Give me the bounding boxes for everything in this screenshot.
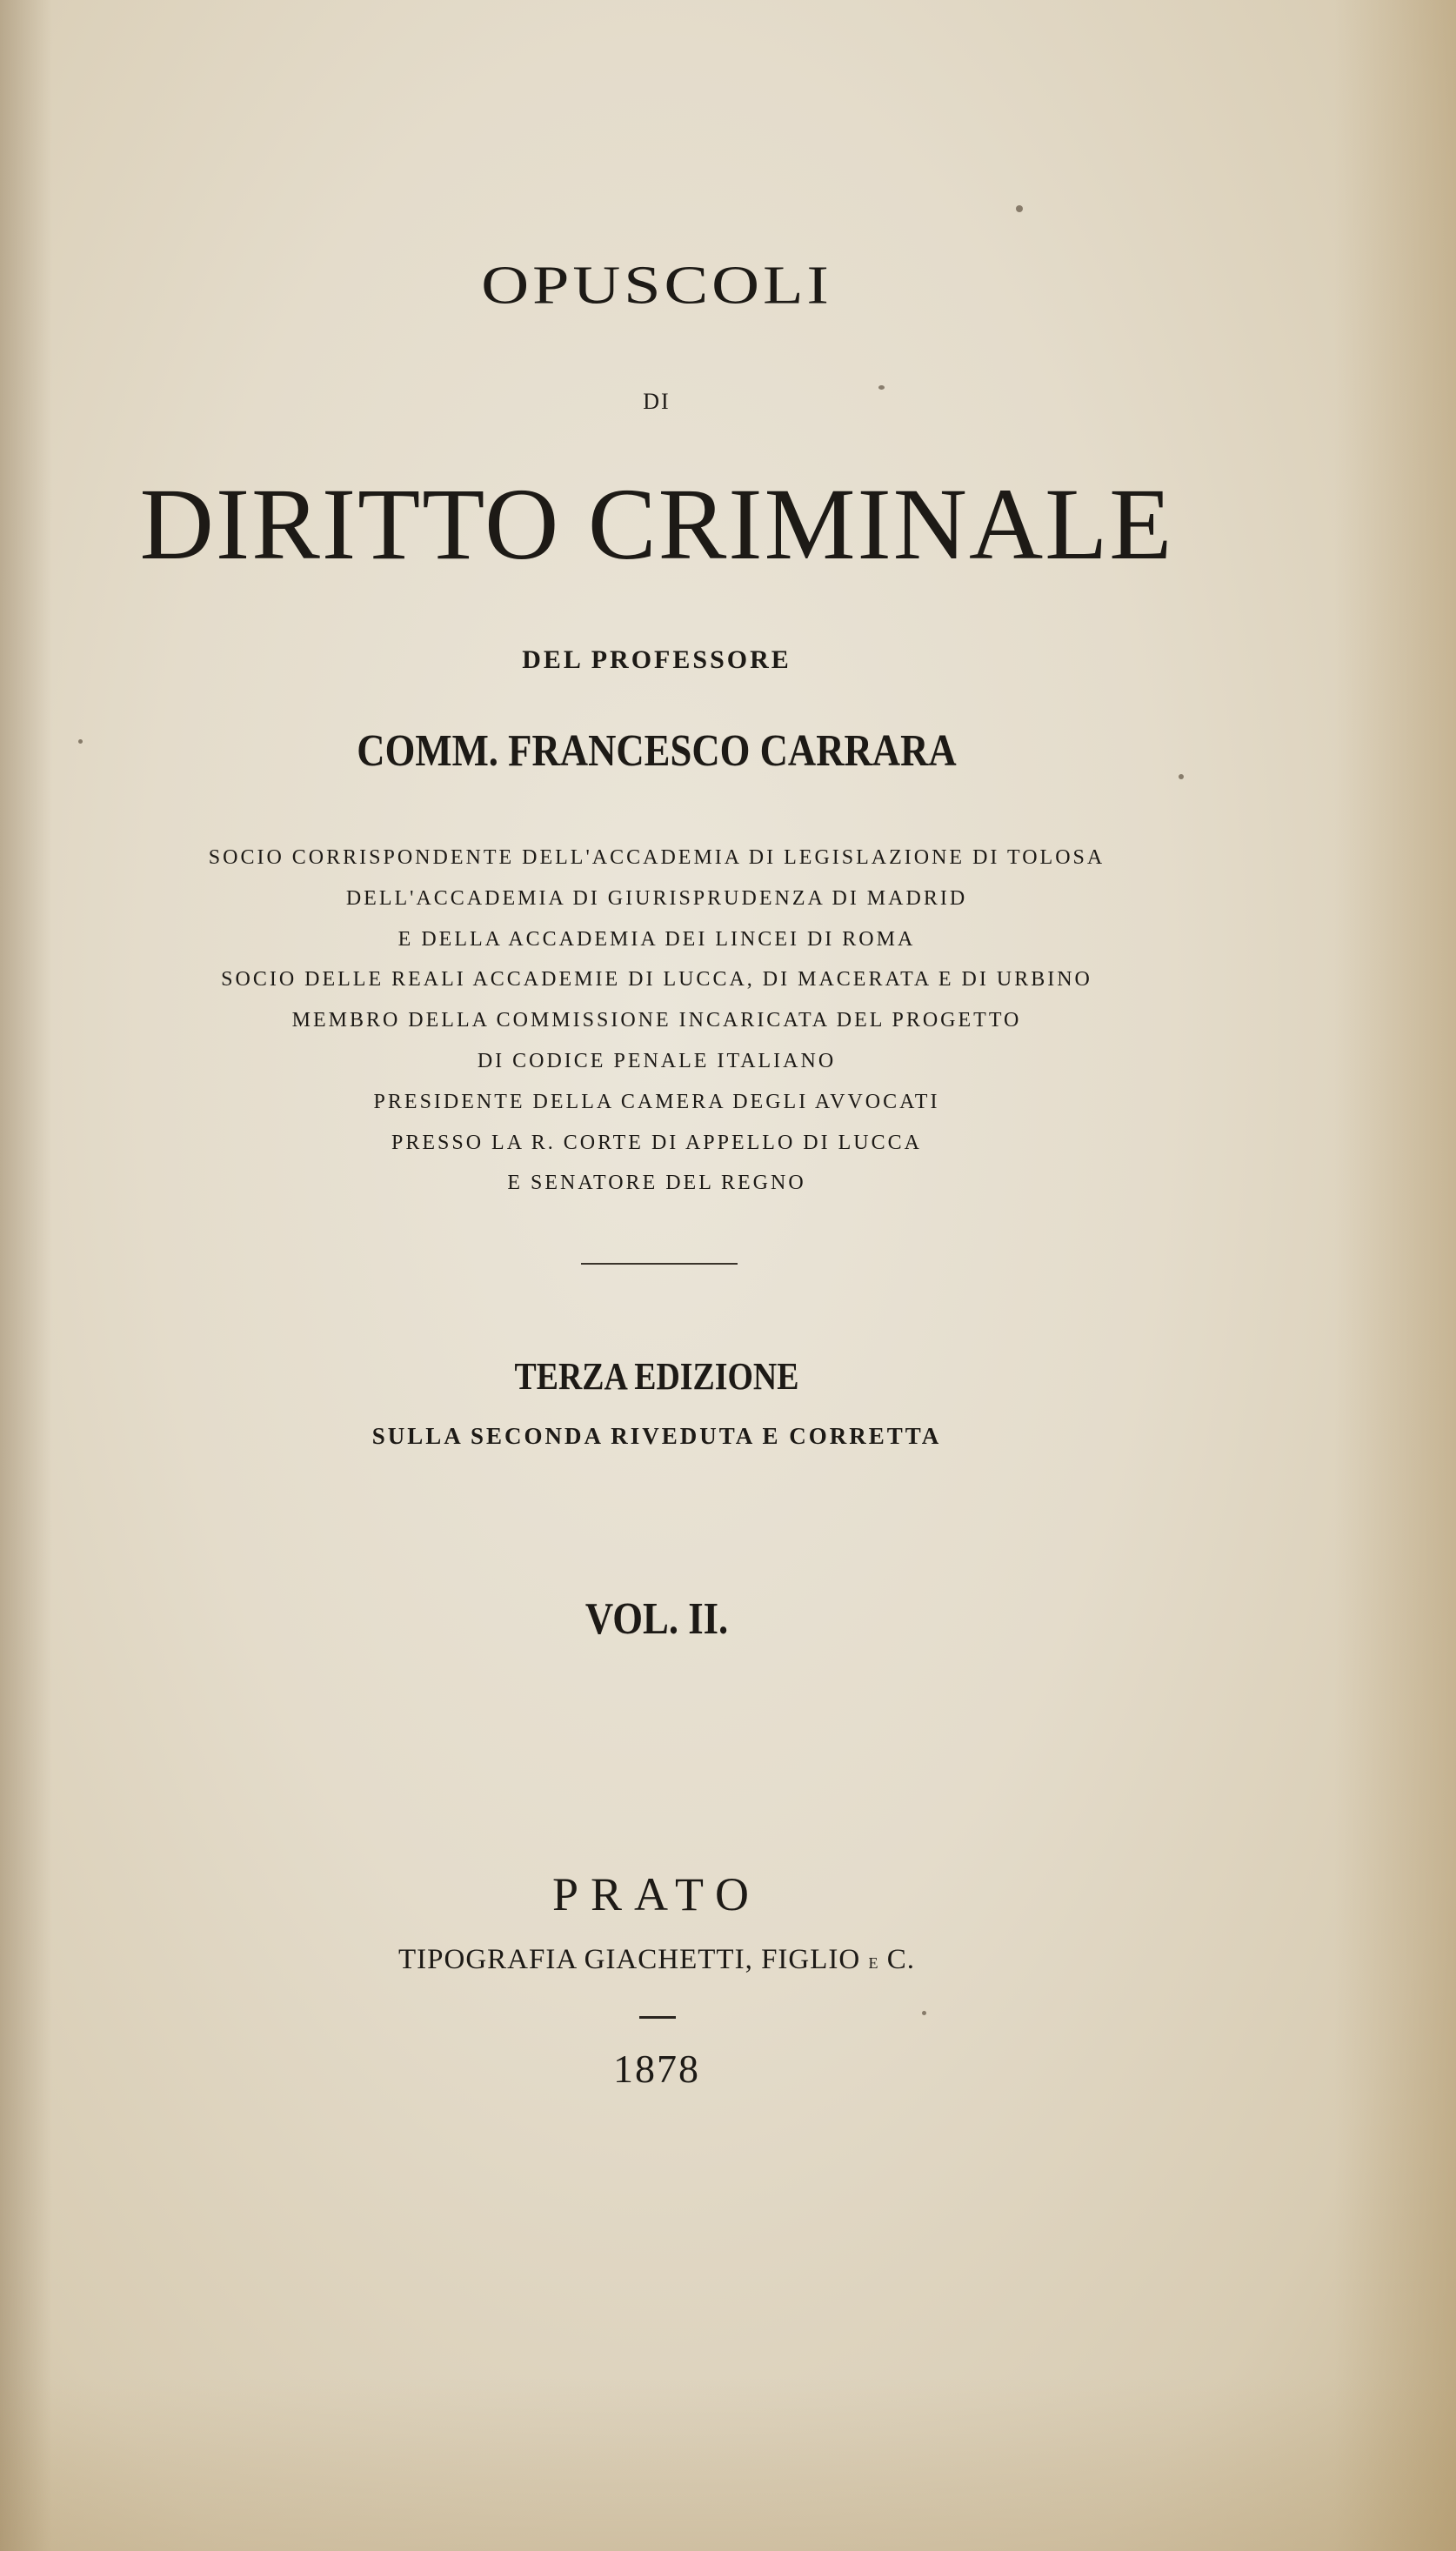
publication-year: 1878 [613, 2047, 700, 2091]
author-prefix: DEL PROFESSORE [522, 645, 791, 674]
credential-line: MEMBRO DELLA COMMISSIONE INCARICATA DEL PROGETTO [291, 1009, 1022, 1032]
credential-line: SOCIO CORRISPONDENTE DELL'ACCADEMIA DI LEGISLAZIONE DI TOLOSA [208, 846, 1105, 869]
paper-speck [78, 739, 83, 744]
printer-name: TIPOGRAFIA GIACHETTI, FIGLIO [398, 1944, 861, 1975]
author-credentials [0, 838, 1313, 1204]
imprint-printer [0, 1944, 1313, 1976]
title-connector: DI [643, 389, 671, 414]
year-divider [639, 2016, 676, 2019]
credential-line: SOCIO DELLE REALI ACCADEMIE DI LUCCA, DI MACERATA E DI URBINO [221, 968, 1092, 992]
credential-line: E DELLA ACCADEMIA DEI LINCEI DI ROMA [397, 927, 916, 951]
paper-speck [1016, 205, 1023, 212]
edition-title: TERZA EDIZIONE [514, 1355, 799, 1398]
credential-line: E SENATORE DEL REGNO [507, 1172, 806, 1195]
credential-line: PRESSO LA R. CORTE DI APPELLO DI LUCCA [391, 1131, 922, 1154]
printer-company: C. [886, 1944, 915, 1975]
spine-shadow [0, 0, 52, 2551]
page-bottom-tint [0, 2377, 1456, 2551]
page-edge-tint [1334, 0, 1456, 2551]
credential-line: DELL'ACCADEMIA DI GIURISPRUDENZA DI MADRID [345, 886, 968, 910]
credential-line: PRESIDENTE DELLA CAMERA DEGLI AVVOCATI [373, 1090, 940, 1113]
imprint-city: PRATO [551, 1868, 762, 1920]
credential-line: DI CODICE PENALE ITALIANO [477, 1049, 837, 1072]
paper-speck [878, 385, 885, 390]
title-line-2: DIRITTO CRIMINALE [139, 467, 1174, 581]
paper-speck [1179, 774, 1184, 779]
paper-speck [922, 2011, 926, 2015]
section-divider [581, 1263, 738, 1265]
volume-number: VOL. II. [584, 1594, 729, 1644]
title-line-1: OPUSCOLI [481, 255, 832, 316]
printer-ampersand: E [868, 1954, 879, 1972]
edition-note: SULLA SECONDA RIVEDUTA E CORRETTA [371, 1423, 942, 1449]
author-name: COMM. FRANCESCO CARRARA [357, 726, 957, 776]
